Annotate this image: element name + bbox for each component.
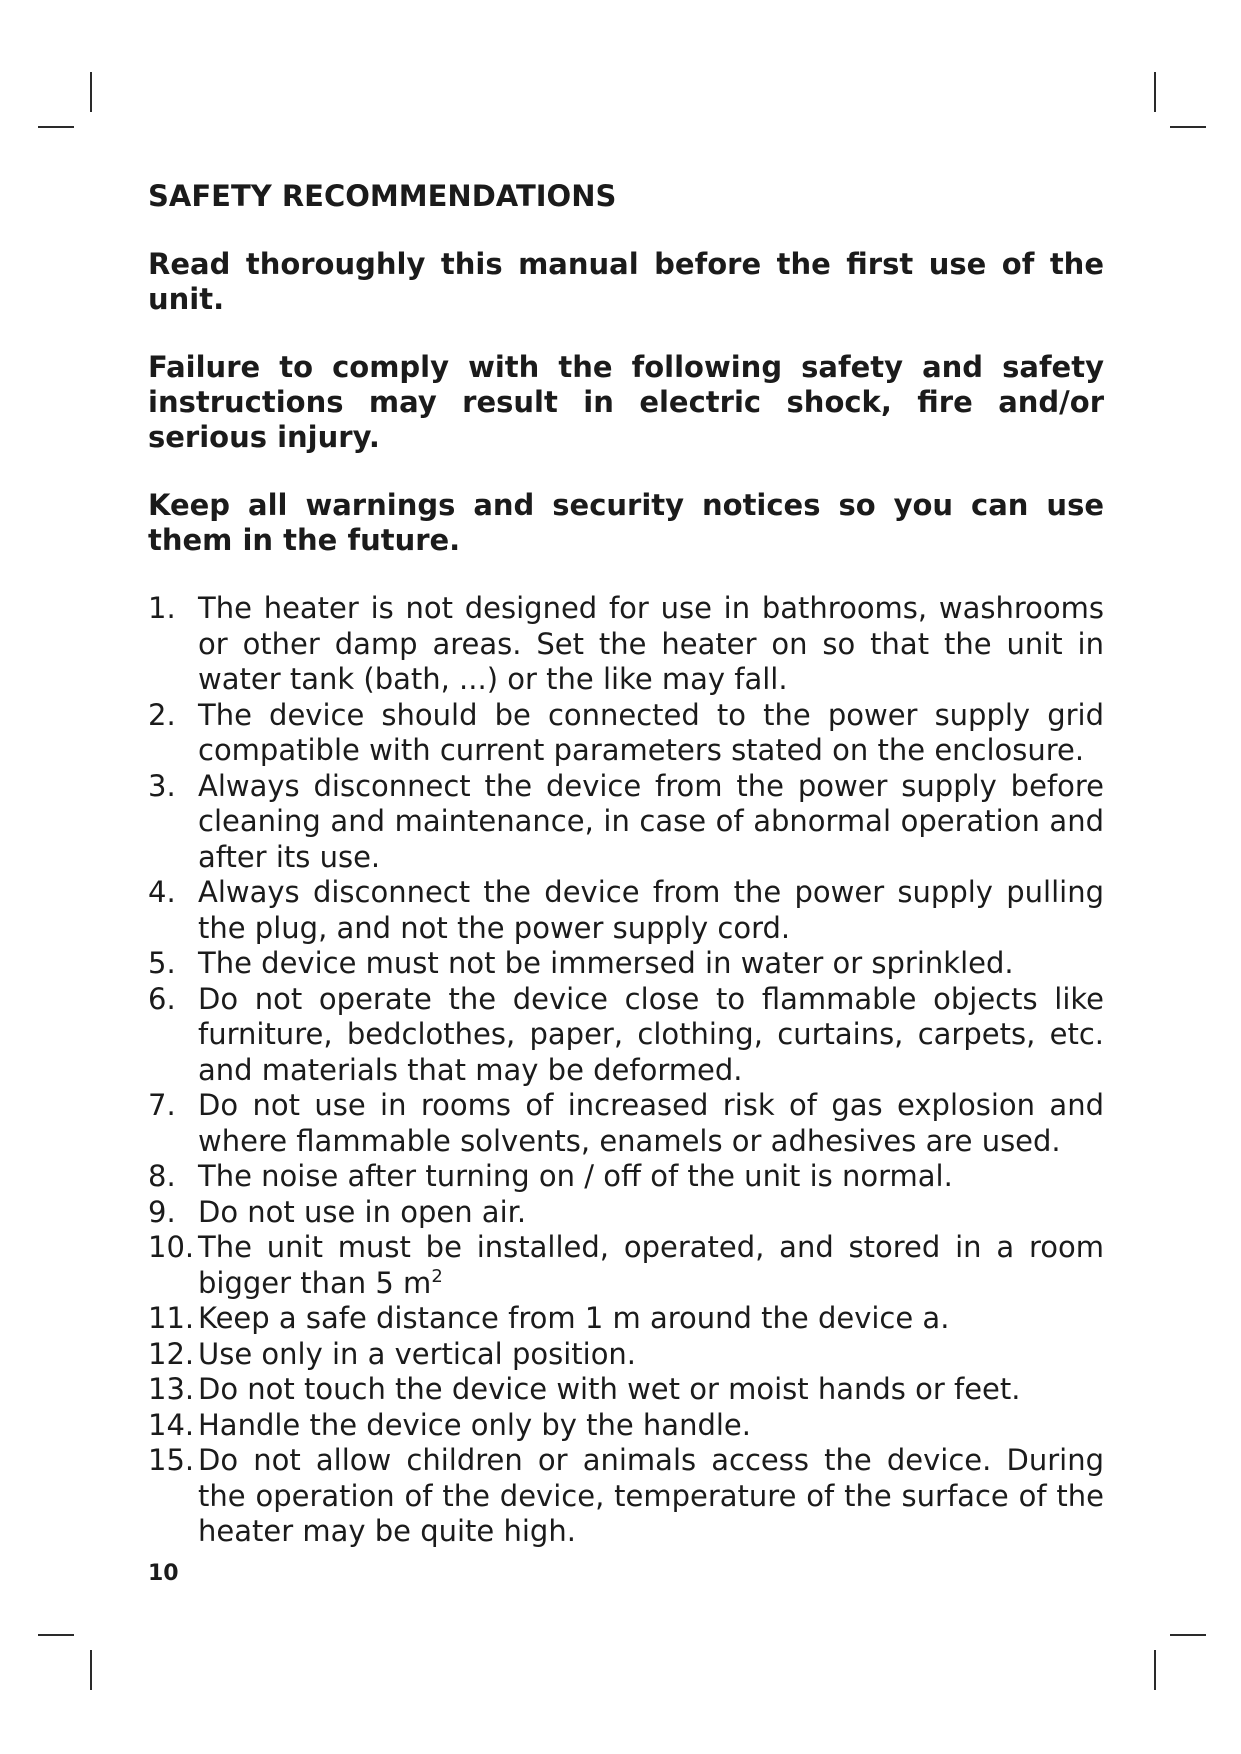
list-item: 4. Always disconnect the device from the power supply pulling the plug, and not the power supply cord. [148,875,1104,945]
crop-mark-top-left-h [38,126,74,128]
list-item: 9. Do not use in open air. [148,1194,527,1229]
list-item: 6. Do not operate the device close to flammable objects like furniture, bedclothes, paper, clothing, curtains, carpets, etc. and materials that may be deformed. [148,981,1104,1087]
list-item: 8. The noise after turning on / off of the unit is normal. [148,1159,953,1193]
crop-mark-top-right-h [1170,126,1206,128]
intro-keep-warnings: Keep all warnings and security notices so you can use them in the future. [148,488,1104,557]
list-item: 7. Do not use in rooms of increased risk of gas explosion and where flammable solvents, enamels or adhesives are used. [148,1088,1104,1158]
crop-mark-bottom-left-h [38,1634,74,1636]
safety-list [148,591,1104,1550]
list-item: 5. The device must not be immersed in water or sprinkled. [148,946,1014,980]
page-title: SAFETY RECOMMENDATIONS [148,179,617,213]
page-content [148,178,1104,1550]
list-item: 11. Keep a safe distance from 1 m around the device a. [148,1301,950,1335]
list-item: 3. Always disconnect the device from the power supply before cleaning and maintenance, in case of abnormal operation and after its use. [148,768,1104,874]
list-item: 1. The heater is not designed for use in bathrooms, washrooms or other damp areas. Set the heater on so that the unit in water tank (bath, ...) or the like may fall. [148,591,1104,696]
intro-read-manual: Read thoroughly this manual before the first use of the unit. [148,247,1104,316]
crop-mark-bottom-left-v [90,1650,92,1690]
list-item: 14. Handle the device only by the handle. [148,1407,751,1442]
crop-mark-bottom-right-v [1154,1650,1156,1690]
superscript: 2 [431,1265,443,1287]
crop-mark-bottom-right-h [1170,1634,1206,1636]
list-item: 12. Use only in a vertical position. [148,1336,637,1371]
list-item: 2. The device should be connected to the power supply grid compatible with current parameters stated on the enclosure. [148,697,1104,767]
list-item: 15. Do not allow children or animals access the device. During the operation of the device, temperature of the surface of the heater may be quite high. [148,1443,1104,1548]
crop-mark-top-right-v [1154,72,1156,112]
list-item: 10. The unit must be installed, operated, and stored in a room bigger than 5 $m^2$ [148,1230,1104,1300]
crop-mark-top-left-v [90,72,92,112]
page-number: 10 [148,1561,179,1586]
intro-failure-warning: Failure to comply with the following safety and safety instructions may result in electric shock, fire and/or serious injury. [148,350,1104,454]
list-item: 13. Do not touch the device with wet or moist hands or feet. [148,1372,1021,1406]
